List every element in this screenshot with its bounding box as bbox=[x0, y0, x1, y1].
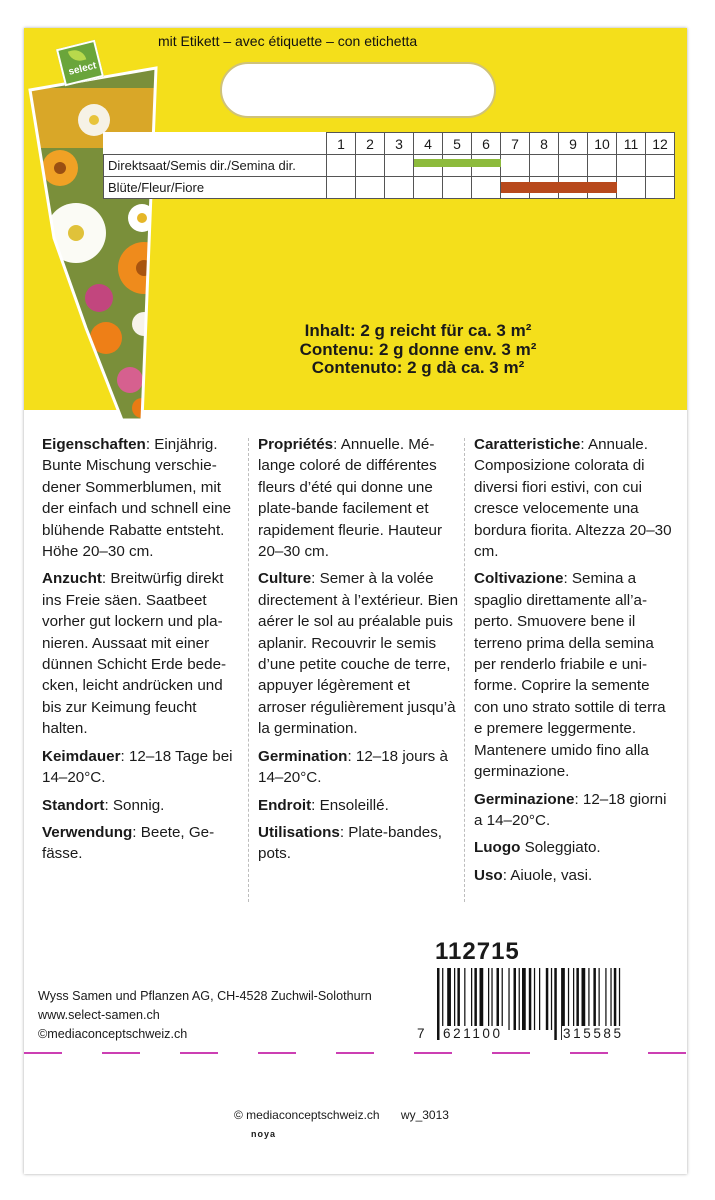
barcode-bar bbox=[551, 968, 552, 1030]
paragraph-heading: Eigenschaften bbox=[42, 436, 146, 453]
address-block bbox=[38, 987, 372, 1044]
month-cell: 6 bbox=[472, 133, 501, 155]
paragraph bbox=[258, 822, 462, 865]
paragraph-text: : 12–18 giorni a 14–20°C. bbox=[474, 790, 667, 829]
month-cell: 12 bbox=[646, 133, 675, 155]
calendar-month-row bbox=[104, 133, 675, 155]
paragraph-heading: Keimdauer bbox=[42, 747, 121, 765]
barcode-bar bbox=[610, 968, 611, 1030]
barcode-bar bbox=[514, 968, 517, 1030]
barcode-bar bbox=[488, 968, 489, 1030]
paragraph bbox=[258, 434, 462, 562]
paragraph bbox=[258, 568, 462, 739]
barcode-bar bbox=[576, 968, 579, 1030]
barcode-bar bbox=[573, 968, 574, 1030]
printer-logo: noya bbox=[251, 1129, 277, 1139]
paragraph-text: : 12–18 Tage bei 14–20°C. bbox=[42, 747, 233, 787]
paragraph-heading: Coltivazione bbox=[474, 570, 564, 588]
paragraph bbox=[474, 837, 677, 858]
month-cell: 4 bbox=[414, 133, 443, 155]
contents-it: Contenuto: 2 g dà ca. 3 m² bbox=[311, 358, 525, 377]
barcode-bar bbox=[497, 968, 500, 1030]
calendar-corner bbox=[104, 133, 327, 155]
yellow-header-panel bbox=[24, 28, 687, 410]
barcode-bar bbox=[588, 968, 589, 1030]
paragraph-text: Soleggiato. bbox=[520, 839, 601, 857]
month-cell: 5 bbox=[443, 133, 472, 155]
paragraph-text: : 12–18 jours à 14–20°C. bbox=[258, 747, 448, 787]
barcode-bar bbox=[568, 968, 569, 1030]
column-divider bbox=[464, 438, 465, 902]
barcode-bar bbox=[519, 968, 520, 1030]
barcode-bar bbox=[437, 968, 440, 1040]
paragraph bbox=[42, 568, 242, 739]
contents-info bbox=[268, 322, 568, 378]
paragraph-text: : Plate-bandes, pots. bbox=[258, 823, 443, 863]
cut-line bbox=[24, 1052, 687, 1054]
month-cell: 8 bbox=[530, 133, 559, 155]
copyright-line: ©mediaconceptschweiz.ch bbox=[38, 1027, 188, 1041]
calendar-row-label: Direktsaat/Semis dir./Semina dir. bbox=[104, 155, 327, 177]
paragraph-heading: Germinazione bbox=[474, 790, 575, 808]
barcode-bar bbox=[534, 968, 535, 1030]
paragraph bbox=[42, 795, 242, 816]
paragraph-heading: Germination bbox=[258, 747, 348, 765]
barcode-bar bbox=[539, 968, 540, 1030]
month-cell: 9 bbox=[559, 133, 588, 155]
barcode-bar bbox=[522, 968, 526, 1030]
barcode-bar bbox=[502, 968, 503, 1030]
barcode-bar bbox=[508, 968, 509, 1030]
month-cell: 7 bbox=[501, 133, 530, 155]
paragraph-text: : Ensoleillé. bbox=[311, 796, 389, 814]
company-address: Wyss Samen und Pflanzen AG, CH-4528 Zuchwil-Solothurn bbox=[38, 989, 372, 1003]
barcode-bar bbox=[582, 968, 586, 1030]
paragraph bbox=[42, 434, 242, 562]
paragraph bbox=[474, 434, 677, 562]
paragraph-text: : Semer à la volée directement à l’extérieur. Bien aérer le sol au préalable puis aplanir. Recouvrir le semis d’une petite couche de terre, appuyer légèrement et arroser régulièrement jusqu’à la germination. bbox=[258, 570, 459, 738]
barcode-bar bbox=[546, 968, 549, 1030]
column-german bbox=[42, 434, 242, 871]
paragraph-text: : Annuelle. Mélange coloré de différentes fleurs d’été qui donne une plate-bande facilement et rapidement fleurie. Hauteur 20–30 cm. bbox=[258, 436, 443, 561]
barcode-bar bbox=[614, 968, 617, 1030]
label-note: mit Etikett – avec étiquette – con etichetta bbox=[158, 33, 418, 49]
calendar-row-label: Blüte/Fleur/Fiore bbox=[104, 177, 327, 199]
hang-hole bbox=[220, 62, 496, 118]
barcode-bar bbox=[599, 968, 600, 1030]
paragraph-heading: Luogo bbox=[474, 839, 521, 857]
paragraph bbox=[474, 865, 677, 886]
paragraph-text: : Annuale. Composizione colorata di diversi fiori estivi, con cui cresce velocemente una bordura fiorita. Altezza 20–30 cm. bbox=[474, 436, 672, 561]
month-cell: 11 bbox=[617, 133, 646, 155]
barcode-bar bbox=[529, 968, 532, 1030]
paragraph-text: : Einjährig. Bunte Mischung verschiedener Sommerblumen, mit der einfach und schnell eine blühende Rabatte entsteht. Höhe 20–30 cm. bbox=[42, 436, 232, 561]
barcode-bar bbox=[480, 968, 484, 1030]
paragraph bbox=[258, 795, 462, 816]
paragraph bbox=[474, 789, 677, 832]
barcode-bar bbox=[619, 968, 620, 1030]
barcode-group-1: 621100 bbox=[443, 1026, 503, 1041]
paragraph bbox=[258, 746, 462, 789]
column-divider bbox=[248, 438, 249, 902]
barcode-bar bbox=[593, 968, 596, 1030]
footer bbox=[234, 1108, 467, 1122]
barcode-bar bbox=[464, 968, 465, 1030]
paragraph-text: : Beete, Gefässe. bbox=[42, 823, 215, 863]
paragraph-heading: Caratteristiche bbox=[474, 436, 581, 453]
paragraph-text: : Aiuole, vasi. bbox=[502, 866, 593, 884]
barcode-bar bbox=[454, 968, 455, 1030]
paragraph-heading: Standort bbox=[42, 796, 105, 814]
website: www.select-samen.ch bbox=[38, 1008, 160, 1022]
paragraph-heading: Anzucht bbox=[42, 570, 102, 588]
flower-photo-strip bbox=[24, 28, 184, 428]
logo-text: select bbox=[67, 60, 98, 78]
paragraph-text: : Semina a spaglio direttamente all’aperto. Smuovere bene il terreno prima della semina per renderlo friabile e uniforme. Coprire la semente con uno strato sottile di terra e premere leggermente. Mantenere umido fino alla germinazione. bbox=[474, 570, 666, 781]
flowering-period-bar bbox=[501, 182, 617, 193]
barcode-bar bbox=[474, 968, 477, 1030]
calendar-row-sowing bbox=[104, 155, 675, 177]
footer-copyright: © mediaconceptschweiz.ch bbox=[234, 1108, 380, 1122]
barcode-bar bbox=[554, 968, 557, 1040]
column-italian bbox=[474, 434, 677, 892]
seed-packet bbox=[24, 28, 687, 1174]
contents-de: Inhalt: 2 g reicht für ca. 3 m² bbox=[304, 321, 532, 340]
month-cell: 1 bbox=[327, 133, 356, 155]
footer-code: wy_3013 bbox=[400, 1108, 449, 1122]
paragraph-text: : Breitwürfig direkt ins Freie säen. Saatbeet vorher gut lockern und planieren. Aussaat mit einer dünnen Schicht Erde bedecken, leicht andrücken und bis zur Keimung feucht halten. bbox=[42, 570, 227, 738]
paragraph-heading: Culture bbox=[258, 570, 312, 588]
contents-fr: Contenu: 2 g donne env. 3 m² bbox=[299, 339, 537, 359]
barcode-bar bbox=[447, 968, 451, 1030]
column-french bbox=[258, 434, 462, 871]
paragraph bbox=[42, 746, 242, 789]
barcode-group-2: 315585 bbox=[563, 1026, 624, 1041]
paragraph-heading: Endroit bbox=[258, 796, 312, 814]
barcode-bar bbox=[471, 968, 472, 1030]
sowing-period-bar bbox=[414, 159, 501, 167]
paragraph-heading: Utilisations bbox=[258, 823, 340, 841]
leaf-icon bbox=[68, 48, 86, 64]
paragraph-text: : Sonnig. bbox=[104, 796, 165, 814]
barcode-bar bbox=[457, 968, 460, 1030]
barcode-bar bbox=[491, 968, 492, 1030]
month-cell: 10 bbox=[588, 133, 617, 155]
month-cell: 3 bbox=[385, 133, 414, 155]
barcode-first-digit: 7 bbox=[417, 1026, 425, 1041]
paragraph bbox=[474, 568, 677, 782]
paragraph-heading: Propriétés bbox=[258, 436, 334, 453]
month-cell: 2 bbox=[356, 133, 385, 155]
paragraph-heading: Verwendung bbox=[42, 823, 133, 841]
paragraph-heading: Uso bbox=[474, 866, 503, 884]
article-number: 112715 bbox=[435, 938, 520, 965]
paragraph bbox=[42, 822, 242, 865]
barcode-bar bbox=[605, 968, 606, 1030]
